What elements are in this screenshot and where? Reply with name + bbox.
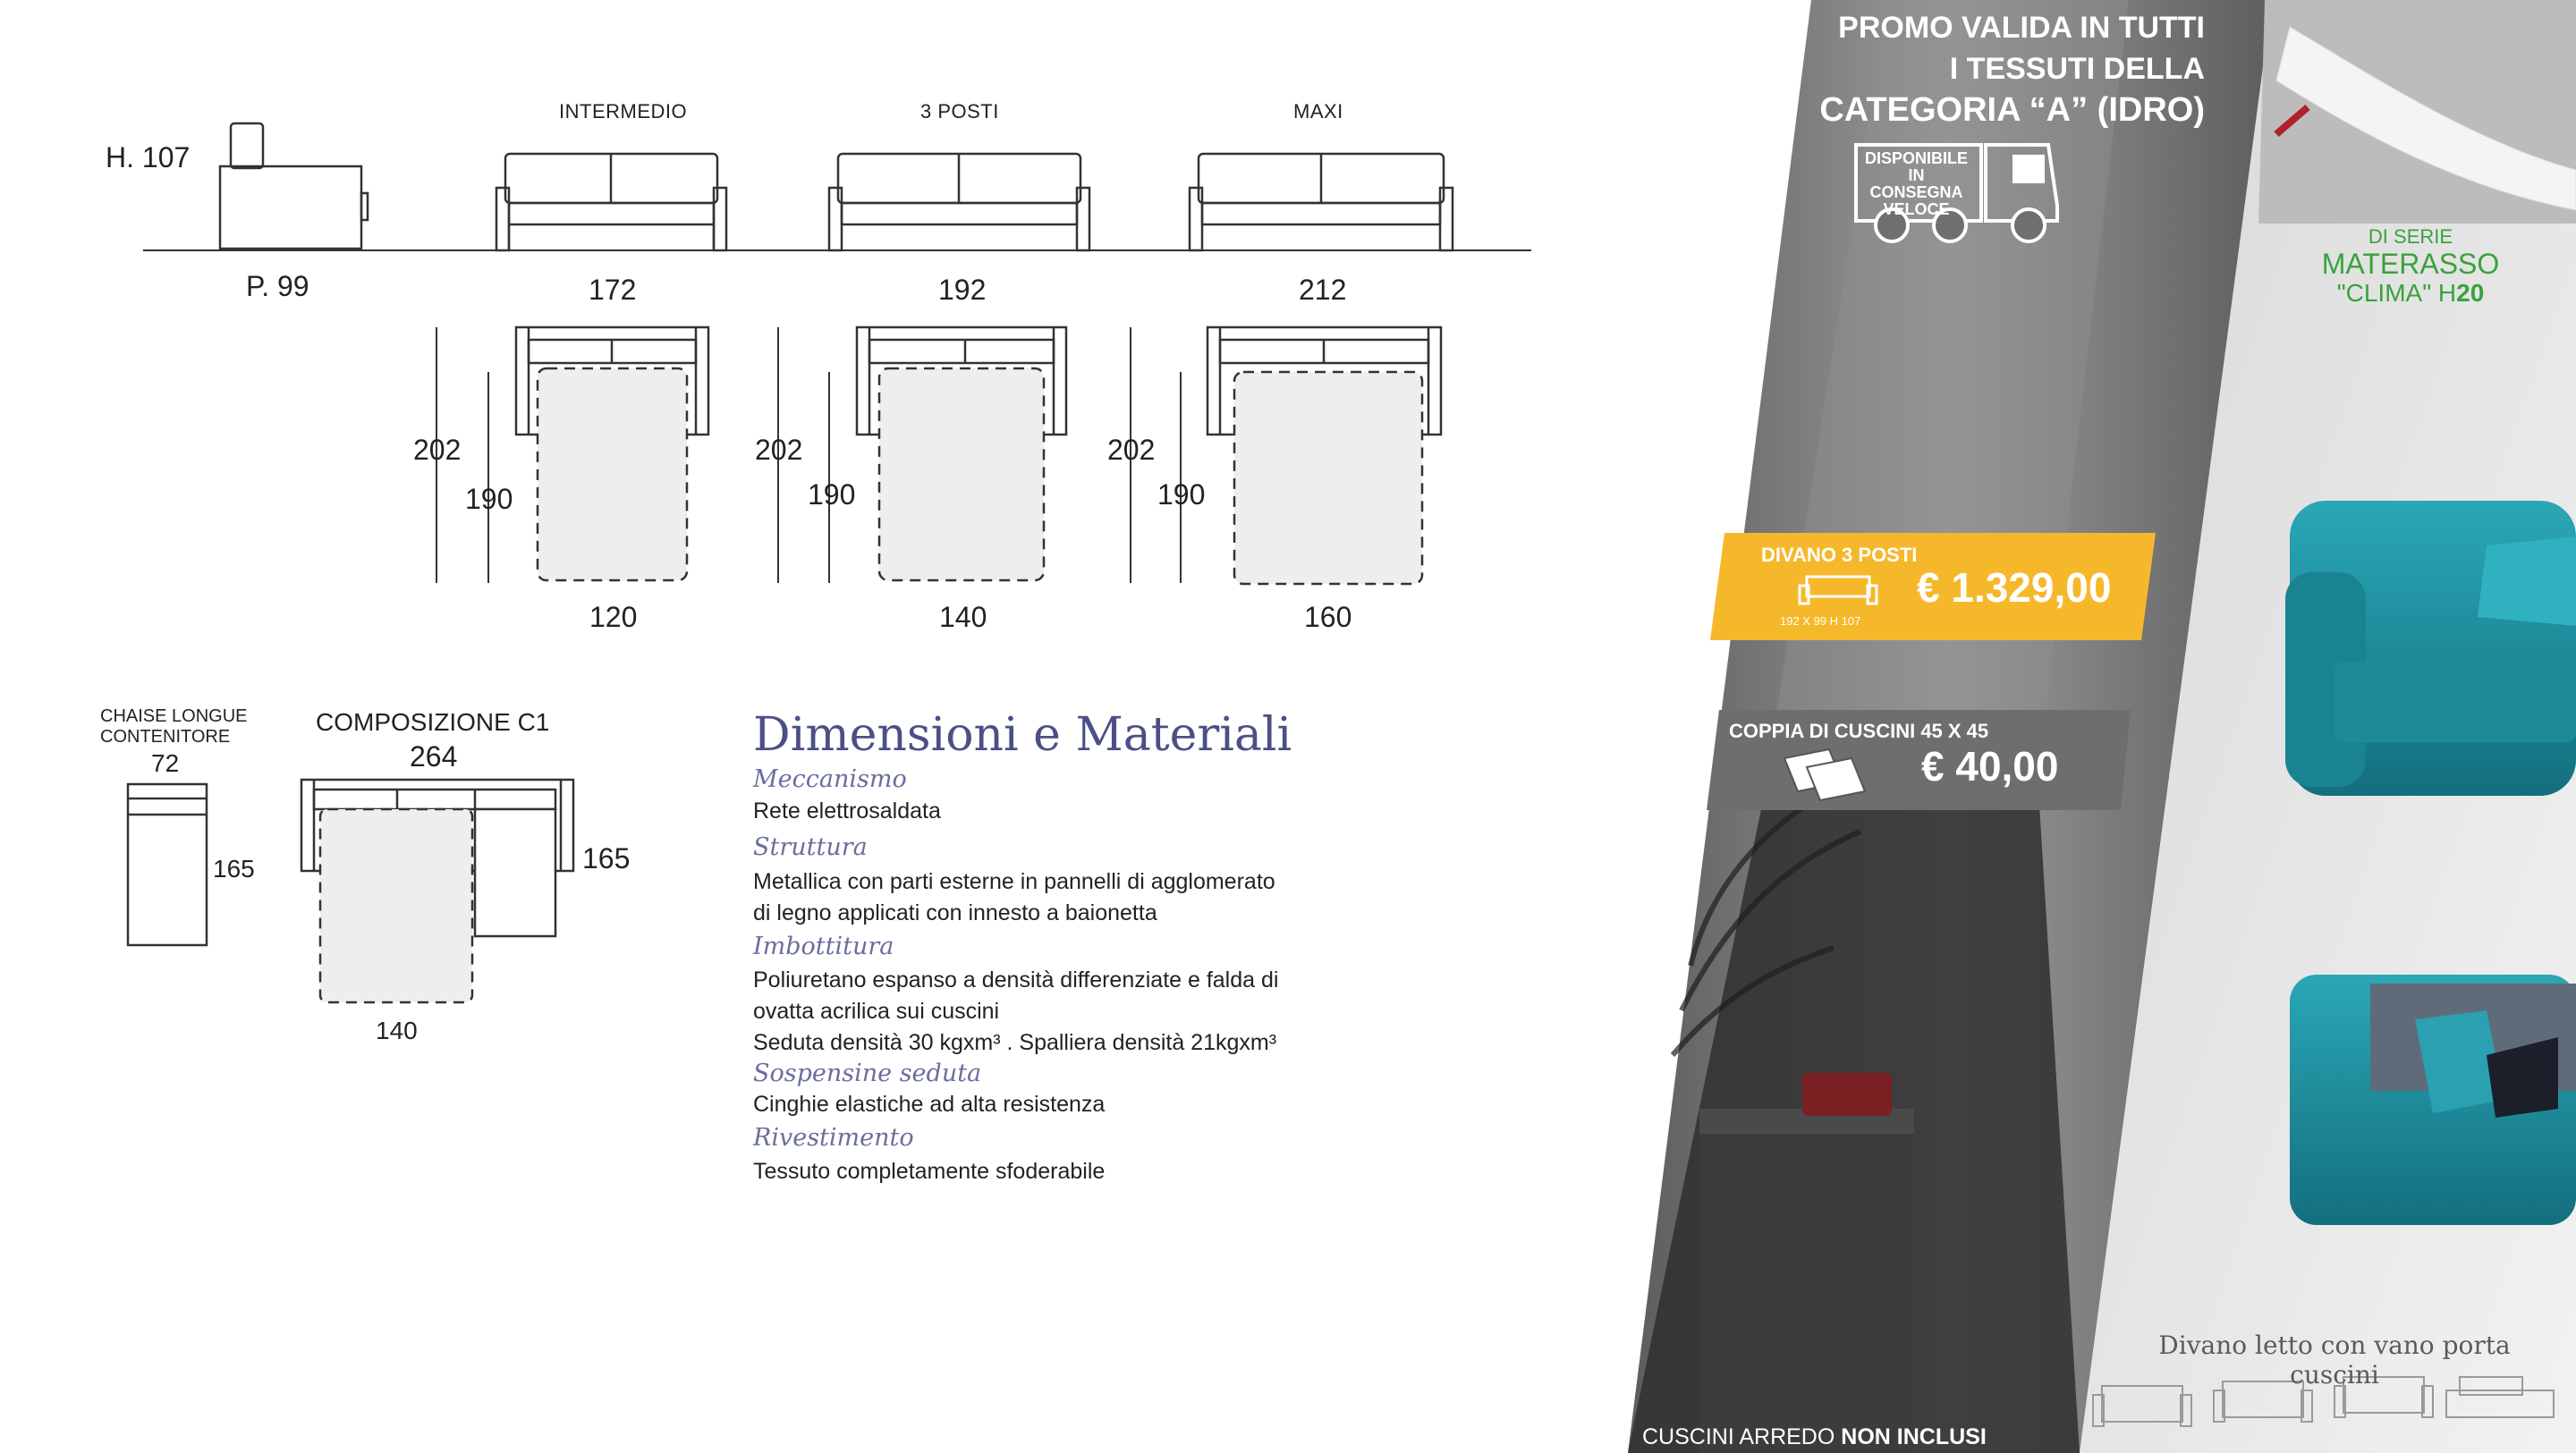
materials-block xyxy=(753,706,1379,1187)
sofa-offer-label: DIVANO 3 POSTI xyxy=(1761,544,1918,566)
teal-sofabed-photo xyxy=(2290,975,2576,1225)
section-line: Poliuretano espanso a densità differenziate e falda di xyxy=(753,967,1279,993)
section-line: Cinghie elastiche ad alta resistenza xyxy=(753,1092,1106,1117)
chaise-longue-drawing xyxy=(128,784,207,945)
front-view-3-posti xyxy=(829,154,1089,250)
front-view-intermedio xyxy=(496,154,726,250)
chaise-length: 165 xyxy=(213,855,255,883)
cushion-offer-label: COPPIA DI CUSCINI 45 X 45 xyxy=(1729,720,1989,742)
section-heading: Struttura xyxy=(753,833,868,861)
mattress-model: "CLIMA" H xyxy=(2336,279,2457,307)
open-length-maxi: 202 xyxy=(1107,434,1156,466)
section-line: Seduta densità 30 kgxm³ . Spalliera densità 21kgxm³ xyxy=(753,1030,1277,1055)
mattress-prefix: DI SERIE xyxy=(2368,225,2453,248)
composition-title: COMPOSIZIONE C1 xyxy=(316,708,550,736)
section-heading: Rivestimento xyxy=(753,1124,914,1152)
section-heading: Meccanismo xyxy=(753,765,907,793)
mattress-model-num: 20 xyxy=(2456,279,2485,307)
promo-headline xyxy=(1717,7,2205,131)
delivery-badge xyxy=(1856,150,1977,218)
depth-label: P. 99 xyxy=(246,270,309,302)
model-name-intermedio: INTERMEDIO xyxy=(559,100,688,122)
width-3-posti: 192 xyxy=(938,274,987,306)
sofa-offer-dims: 192 X 99 H 107 xyxy=(1780,614,1861,628)
delivery-line-1: DISPONIBILE IN xyxy=(1864,149,1968,184)
bed-length-maxi: 190 xyxy=(1157,478,1206,511)
chaise-title: CHAISE LONGUE CONTENITORE xyxy=(100,706,248,747)
cushion-note xyxy=(1642,1424,1987,1450)
cushion-note-bold: NON INCLUSI xyxy=(1841,1424,1987,1449)
bed-width-intermedio: 120 xyxy=(589,601,638,633)
section-line: Tessuto completamente sfoderabile xyxy=(753,1159,1106,1184)
delivery-line-3: VELOCE xyxy=(1883,200,1950,218)
pouf-photo xyxy=(1699,1109,1914,1453)
section-line: ovatta acrilica sui cuscini xyxy=(753,999,1000,1024)
model-name-maxi: MAXI xyxy=(1293,100,1343,122)
section-heading: Imbottitura xyxy=(753,933,894,960)
bottom-caption: Divano letto con vano porta cuscini xyxy=(2158,1331,2511,1390)
sofa-offer-price: € 1.329,00 xyxy=(1917,564,2112,611)
side-profile-drawing xyxy=(220,123,368,249)
section-heading: Sospensine seduta xyxy=(753,1060,982,1087)
teal-sofa-photo xyxy=(2285,501,2576,796)
open-length-intermedio: 202 xyxy=(413,434,462,466)
composition-c1-drawing xyxy=(301,780,573,1002)
bed-width-3-posti: 140 xyxy=(939,601,987,633)
composition-bed-width: 140 xyxy=(376,1017,418,1044)
width-maxi: 212 xyxy=(1299,274,1347,306)
bed-length-intermedio: 190 xyxy=(465,483,513,515)
front-view-maxi xyxy=(1190,154,1453,250)
bed-width-maxi: 160 xyxy=(1304,601,1352,633)
bed-length-3-posti: 190 xyxy=(808,478,856,511)
chaise-width: 72 xyxy=(151,749,180,777)
composition-length: 165 xyxy=(582,842,631,874)
top-view-intermedio xyxy=(436,327,708,583)
cushion-note-prefix: CUSCINI ARREDO xyxy=(1642,1424,1842,1449)
mattress-badge xyxy=(2308,225,2513,308)
materials-title: Dimensioni e Materiali xyxy=(753,708,1292,762)
delivery-line-2: CONSEGNA xyxy=(1869,183,1963,201)
top-view-maxi xyxy=(1131,327,1441,584)
promo-line-3: CATEGORIA “A” (IDRO) xyxy=(1819,91,2205,129)
width-intermedio: 172 xyxy=(589,274,637,306)
height-label: H. 107 xyxy=(106,141,191,173)
mattress-name: MATERASSO xyxy=(2321,248,2500,280)
top-view-3-posti xyxy=(778,327,1066,583)
composition-width: 264 xyxy=(410,740,458,773)
cushion-offer-price: € 40,00 xyxy=(1921,743,2059,790)
open-length-3-posti: 202 xyxy=(755,434,803,466)
promo-line-2: I TESSUTI DELLA xyxy=(1949,52,2205,86)
section-line: Metallica con parti esterne in pannelli di agglomerato xyxy=(753,869,1275,894)
promo-line-1: PROMO VALIDA IN TUTTI xyxy=(1838,11,2205,45)
section-line: Rete elettrosaldata xyxy=(753,798,941,824)
section-line: di legno applicati con innesto a baionetta xyxy=(753,900,1157,925)
model-name-3-posti: 3 POSTI xyxy=(920,100,999,122)
